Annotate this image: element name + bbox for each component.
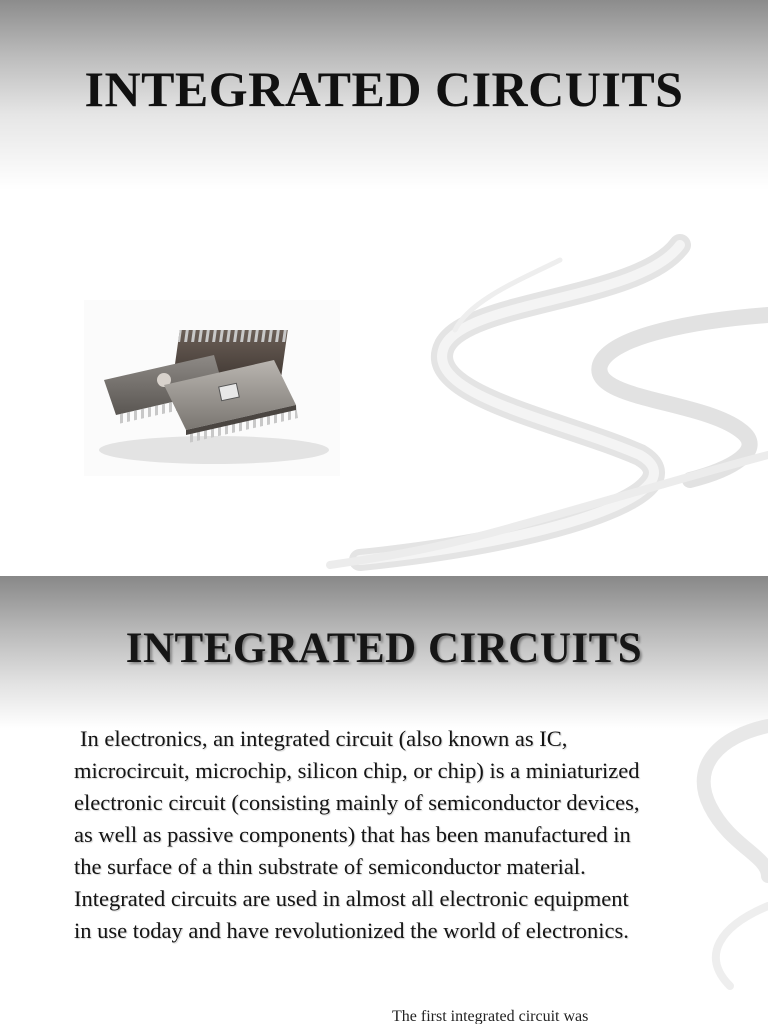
- paragraph-line: as well as passive components) that has been manufactured in: [74, 822, 631, 847]
- content-slide: [0, 576, 768, 1024]
- paragraph-line: In electronics, an integrated circuit (also known as IC,: [80, 726, 568, 751]
- definition-paragraph: [74, 723, 724, 947]
- paragraph-line: in use today and have revolutionized the world of electronics.: [74, 918, 629, 943]
- paragraph-line: electronic circuit (consisting mainly of semiconductor devices,: [74, 790, 640, 815]
- integrated-circuit-chips-image: [84, 300, 340, 476]
- paragraph-line: microcircuit, microchip, silicon chip, or chip) is a miniaturized: [74, 758, 640, 783]
- paragraph-line: Integrated circuits are used in almost all electronic equipment: [74, 886, 629, 911]
- history-caption: The first integrated circuit was: [392, 1008, 589, 1024]
- slide-title: INTEGRATED CIRCUITS: [125, 625, 643, 672]
- paragraph-line: the surface of a thin substrate of semiconductor material.: [74, 854, 586, 879]
- slide-title: INTEGRATED CIRCUITS: [84, 61, 684, 117]
